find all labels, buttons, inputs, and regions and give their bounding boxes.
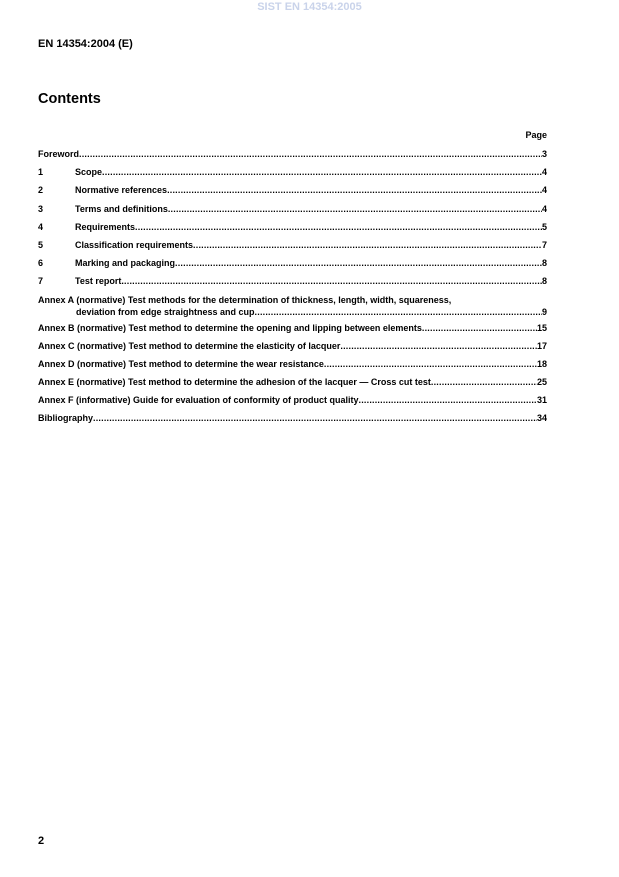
toc-entry-classification-requirements[interactable] xyxy=(38,239,547,257)
toc-entry-title: Annex E (normative) Test method to determine the adhesion of the lacquer — Cross cut test xyxy=(38,377,431,388)
toc-entry-normative-references[interactable] xyxy=(38,184,547,202)
toc-entry-title: Annex B (normative) Test method to determine the opening and lipping between elements xyxy=(38,322,422,333)
toc-entry-title: Test report xyxy=(75,276,122,287)
toc-entry-title: Foreword xyxy=(38,149,80,159)
toc-entry-page: 5 xyxy=(541,221,547,232)
toc-entry-number: 2 xyxy=(38,185,44,196)
toc-entry-title: Annex A (normative) Test methods for the determination of thickness, length, width, squareness, xyxy=(38,294,452,305)
toc-leader-dots xyxy=(431,376,537,389)
toc-entry-number: 6 xyxy=(38,258,44,269)
toc-leader-dots xyxy=(324,358,537,371)
toc-leader-dots xyxy=(422,322,537,335)
toc-entry-title: Requirements xyxy=(75,221,136,232)
toc-entry-marking-and-packaging[interactable] xyxy=(38,257,547,275)
toc-entry-page: 4 xyxy=(541,167,547,178)
toc-entry-title: Annex C (normative) Test method to determine the elasticity of lacquer xyxy=(38,340,341,351)
watermark: SIST EN 14354:2005 xyxy=(257,1,362,13)
toc-entry-annex-c[interactable] xyxy=(38,340,547,358)
toc-entry-page: 8 xyxy=(541,276,547,287)
toc-leader-dots xyxy=(167,184,542,197)
toc-leader-dots xyxy=(255,306,542,318)
page-column-label: Page xyxy=(525,130,547,140)
toc-entry-bibliography[interactable] xyxy=(38,412,547,430)
toc-entry-page: 8 xyxy=(541,258,547,269)
toc-entry-terms-and-definitions[interactable] xyxy=(38,203,547,221)
toc-entry-annex-a[interactable] xyxy=(38,294,547,322)
toc-leader-dots xyxy=(168,203,542,216)
toc-entry-number: 1 xyxy=(38,167,44,178)
toc-leader-dots xyxy=(340,340,537,353)
toc-leader-dots xyxy=(121,275,542,288)
toc-entry-page: 34 xyxy=(536,413,547,424)
toc-leader-dots xyxy=(359,394,537,407)
toc-entry-page: 17 xyxy=(536,340,547,351)
toc-entry-foreword[interactable] xyxy=(38,148,547,166)
toc-entry-page: 18 xyxy=(536,358,547,369)
toc-entry-title: Terms and definitions xyxy=(75,203,168,214)
toc-leader-dots xyxy=(102,166,542,179)
toc-entry-annex-b[interactable] xyxy=(38,322,547,340)
toc-entry-page: 4 xyxy=(541,185,547,196)
toc-entry-title: Scope xyxy=(75,167,103,178)
toc-entry-number: 4 xyxy=(38,221,44,232)
toc-leader-dots xyxy=(193,239,542,252)
page-number: 2 xyxy=(38,835,45,847)
toc-entry-title: Marking and packaging xyxy=(75,258,176,269)
toc-entry-page: 4 xyxy=(541,203,547,214)
toc-entry-page: 9 xyxy=(541,306,547,317)
toc-leader-dots xyxy=(175,257,542,270)
toc-entry-page: 15 xyxy=(536,322,547,333)
toc-entry-title: Classification requirements xyxy=(75,239,194,250)
toc-entry-test-report[interactable] xyxy=(38,275,547,293)
toc-entry-number: 3 xyxy=(38,203,44,214)
toc-entry-requirements[interactable] xyxy=(38,221,547,239)
toc-entry-annex-d[interactable] xyxy=(38,358,547,376)
toc-entry-annex-e[interactable] xyxy=(38,376,547,394)
toc-leader-dots xyxy=(79,148,542,161)
toc-leader-dots xyxy=(135,221,542,234)
toc-entry-page: 31 xyxy=(536,395,547,406)
toc-entry-number: 5 xyxy=(38,239,44,250)
toc-entry-title: Normative references xyxy=(75,185,168,196)
toc-entry-number: 7 xyxy=(38,276,44,287)
toc-entry-page: 25 xyxy=(536,377,547,388)
toc-entry-annex-f[interactable] xyxy=(38,394,547,412)
document-id: EN 14354:2004 (E) xyxy=(38,38,133,50)
toc-entry-page: 3 xyxy=(541,149,547,159)
toc-leader-dots xyxy=(93,412,537,425)
toc-entry-title: Annex D (normative) Test method to determine the wear resistance xyxy=(38,358,324,369)
toc-entry-scope[interactable] xyxy=(38,166,547,184)
toc-entry-page: 7 xyxy=(541,239,547,250)
page-title: Contents xyxy=(38,91,101,107)
toc-entry-title: Bibliography xyxy=(38,413,94,424)
toc-entry-title: Annex F (informative) Guide for evaluation of conformity of product quality xyxy=(38,395,359,406)
table-of-contents xyxy=(38,148,547,431)
toc-entry-title-continued: deviation from edge straightness and cup xyxy=(76,306,255,317)
